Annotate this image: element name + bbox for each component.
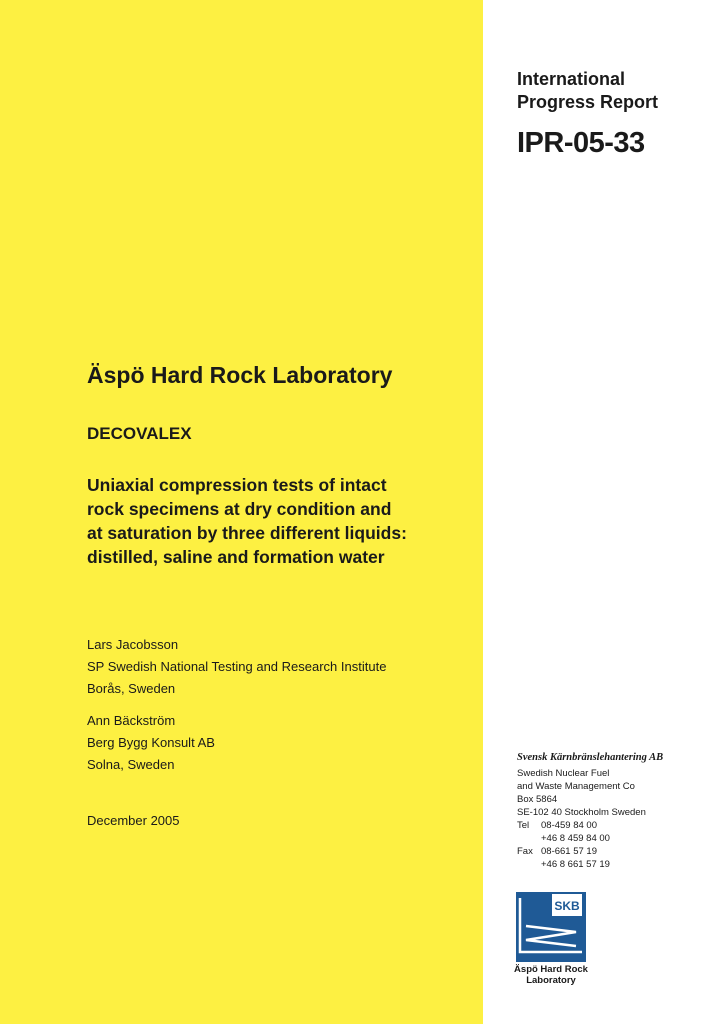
publisher-box: Box 5864	[517, 794, 558, 805]
report-title	[87, 473, 477, 569]
publisher-line: Swedish Nuclear Fuel	[517, 768, 610, 779]
publisher-address: SE-102 40 Stockholm Sweden	[517, 807, 646, 818]
fax-domestic: 08-661 57 19	[541, 846, 597, 857]
logo-caption-line: Äspö Hard Rock	[514, 964, 588, 975]
author-block	[87, 634, 386, 700]
report-title-line: at saturation by three different liquids:	[87, 523, 407, 543]
author-location: Solna, Sweden	[87, 757, 175, 772]
logo-caption	[505, 964, 597, 986]
publisher-line: and Waste Management Co	[517, 781, 635, 792]
tel-international: +46 8 459 84 00	[541, 833, 610, 844]
tel-label: Tel	[517, 820, 530, 831]
report-title-line: Uniaxial compression tests of intact	[87, 475, 387, 495]
publisher-name: Svensk Kärnbränslehantering AB	[517, 752, 664, 763]
fax-label: Fax	[517, 846, 533, 857]
logo-caption-line: Laboratory	[526, 975, 576, 986]
fax-international: +46 8 661 57 19	[541, 859, 610, 870]
telephone-row	[517, 819, 717, 832]
author-name: Ann Bäckström	[87, 713, 176, 728]
author-name: Lars Jacobsson	[87, 637, 179, 652]
report-title-line: rock specimens at dry condition and	[87, 499, 392, 519]
report-date: December 2005	[87, 813, 180, 828]
project-name: DECOVALEX	[87, 424, 192, 443]
tel-domestic: 08-459 84 00	[541, 820, 597, 831]
author-block	[87, 710, 215, 776]
author-affiliation: SP Swedish National Testing and Research Institute	[87, 659, 387, 674]
report-title-line: distilled, saline and formation water	[87, 547, 385, 567]
report-type	[517, 68, 658, 114]
report-number: IPR-05-33	[517, 127, 645, 159]
fax-row	[517, 845, 717, 858]
skb-logo	[516, 892, 586, 962]
logo-text: SKB	[554, 899, 580, 913]
report-type-line-2: Progress Report	[517, 92, 659, 112]
author-location: Borås, Sweden	[87, 681, 176, 696]
report-type-line-1: International	[517, 69, 626, 89]
series-title: Äspö Hard Rock Laboratory	[87, 362, 393, 388]
publisher-info	[517, 751, 717, 871]
author-affiliation: Berg Bygg Konsult AB	[87, 735, 215, 750]
